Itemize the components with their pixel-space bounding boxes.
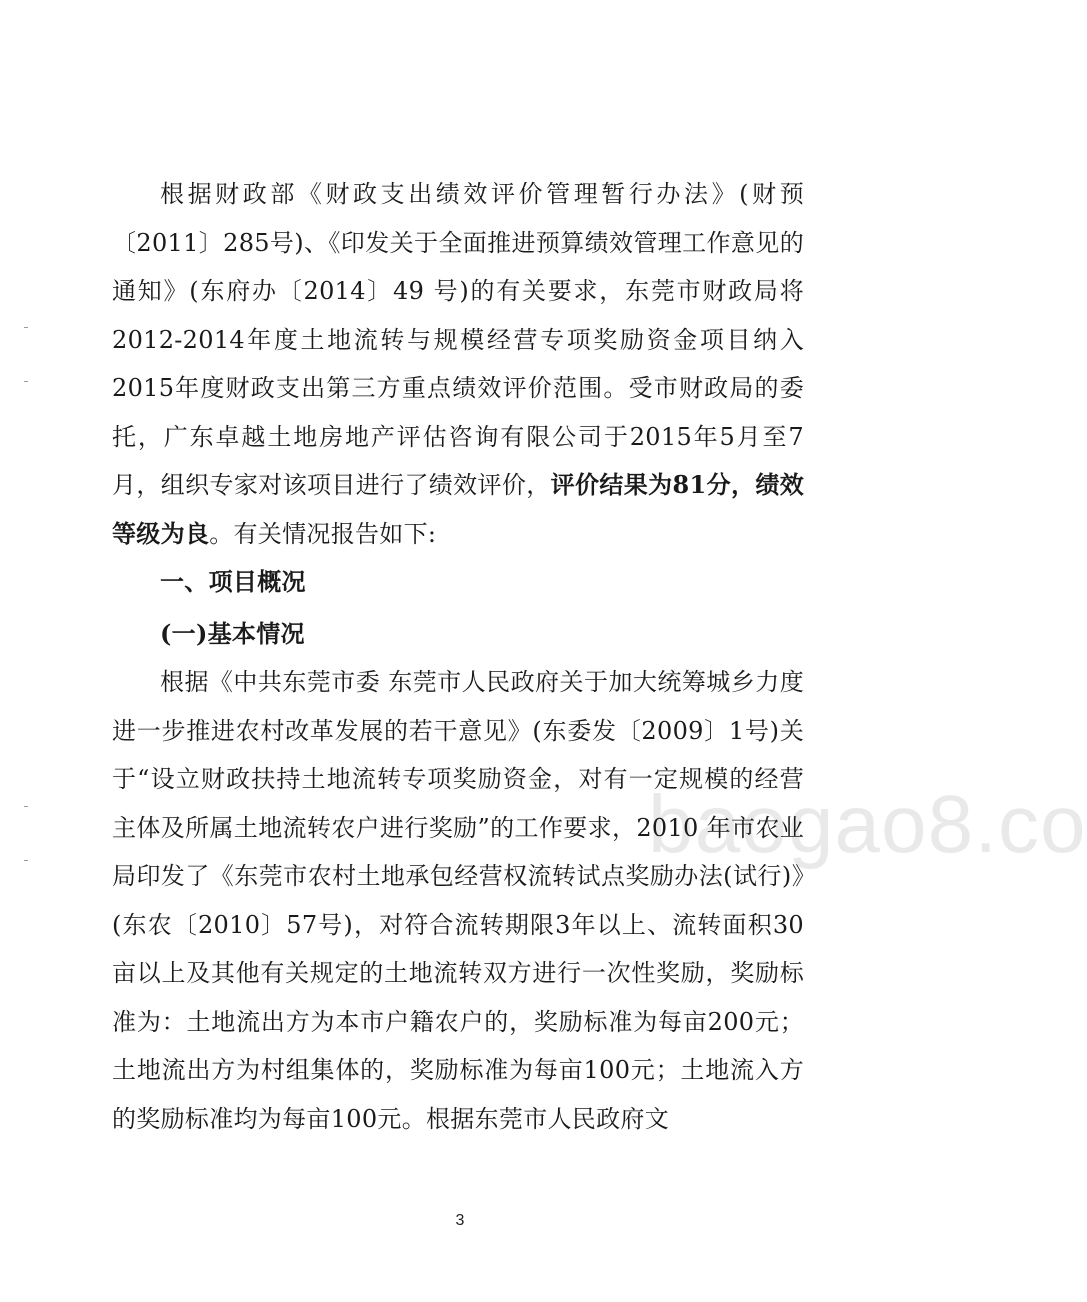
intro-text: 根据财政部《财政支出绩效评价管理暂行办法》(财预〔2011〕285号)、《印发关于全面推进预算绩效管理工作意见的通知》(东府办〔2014〕49 号)的有关要求，东莞市财政局将2012-2014年度土地流转与规模经营专项奖励资金项目纳入2015年度财政支出第三方重点绩效评价范围。受市财政局的委托，广东卓越土地房地产评估咨询有限公司于2015年5月至7月，组织专家对该项目进行了绩效评价， — [112, 180, 804, 499]
scan-mark — [24, 327, 28, 328]
scan-mark — [24, 381, 28, 382]
watermark: baogao8.co — [648, 779, 1087, 870]
section-heading: 一、项目概况 — [160, 567, 306, 596]
page-number: 3 — [455, 1212, 465, 1229]
intro-text-end: 。有关情况报告如下: — [209, 519, 437, 548]
paragraph-intro — [112, 170, 804, 558]
subsection-heading: (一)基本情况 — [160, 618, 305, 648]
paragraph-basic-info: 根据《中共东莞市委 东莞市人民政府关于加大统筹城乡力度 进一步推进农村改革发展的若干意见》(东委发〔2009〕1号)关于“设立财政扶持土地流转专项奖励资金，对有一定规模的经营主体及所属土地流转农户进行奖励”的工作要求，2010 年市农业局印发了《东莞市农村土地承包经营权流转试点奖励办法(试行)》(东农〔2010〕57号)，对符合流转期限3年以上、流转面积30亩以上及其他有关规定的土地流转双方进行一次性奖励，奖励标准为：土地流出方为本市户籍农户的，奖励标准为每亩200元；土地流出方为村组集体的，奖励标准为每亩100元；土地流入方的奖励标准均为每亩100元。根据东莞市人民政府文 — [112, 668, 804, 1133]
evaluation-result: 评价结果为81分，绩效等级为良 — [112, 470, 804, 548]
scan-mark — [24, 860, 28, 861]
scan-mark — [24, 806, 28, 807]
document-body — [112, 170, 804, 1143]
